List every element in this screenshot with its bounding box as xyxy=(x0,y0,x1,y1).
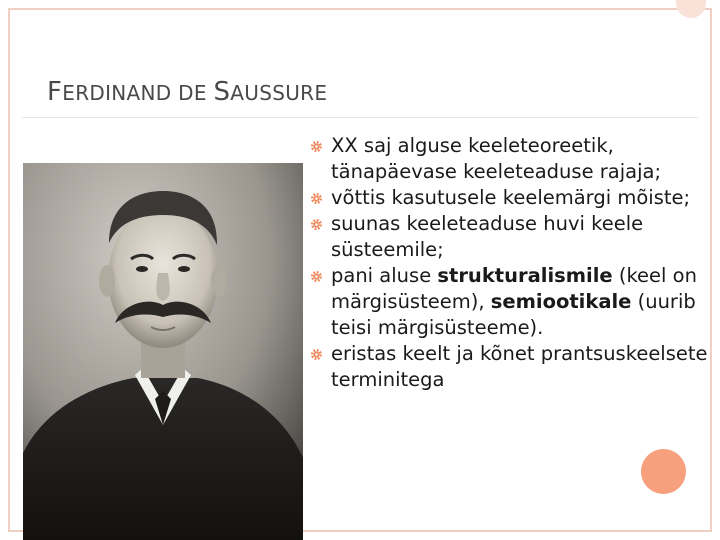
bullet-item xyxy=(310,185,710,211)
gear-icon xyxy=(310,140,323,153)
bullet-item xyxy=(310,263,710,341)
bullet-emphasis: semiootikale xyxy=(490,290,632,313)
bullet-list xyxy=(310,133,710,393)
bullet-text: eristas keelt ja kõnet prantsuskeelsete terminitega xyxy=(331,342,708,391)
bullet-text: võttis kasutusele keelemärgi mõiste; xyxy=(331,186,691,209)
slide-title xyxy=(47,70,327,108)
bullet-text: XX saj alguse keeleteoreetik, tänapäevase keeleteaduse rajaja; xyxy=(331,134,662,183)
bullet-item xyxy=(310,133,710,185)
bullet-item xyxy=(310,341,710,393)
gear-icon xyxy=(310,270,323,283)
title-part: AUSSURE xyxy=(230,81,328,105)
accent-circle xyxy=(641,449,686,494)
gear-icon xyxy=(310,192,323,205)
bullet-text: (keel on märgisüsteem), xyxy=(331,264,697,313)
bullet-item xyxy=(310,211,710,263)
bullet-text: suunas keeleteaduse huvi keele süsteemile; xyxy=(331,212,644,261)
title-part: F xyxy=(47,77,63,107)
portrait-photo xyxy=(23,163,303,540)
title-part: ERDINAND DE xyxy=(62,81,214,105)
bullet-text: pani aluse xyxy=(331,264,438,287)
bullet-emphasis: strukturalismile xyxy=(437,264,613,287)
bullet-text: (uurib teisi märgisüsteeme). xyxy=(331,290,696,339)
title-part: S xyxy=(213,77,231,107)
gear-icon xyxy=(310,218,323,231)
gear-icon xyxy=(310,348,323,361)
title-divider xyxy=(22,117,698,118)
